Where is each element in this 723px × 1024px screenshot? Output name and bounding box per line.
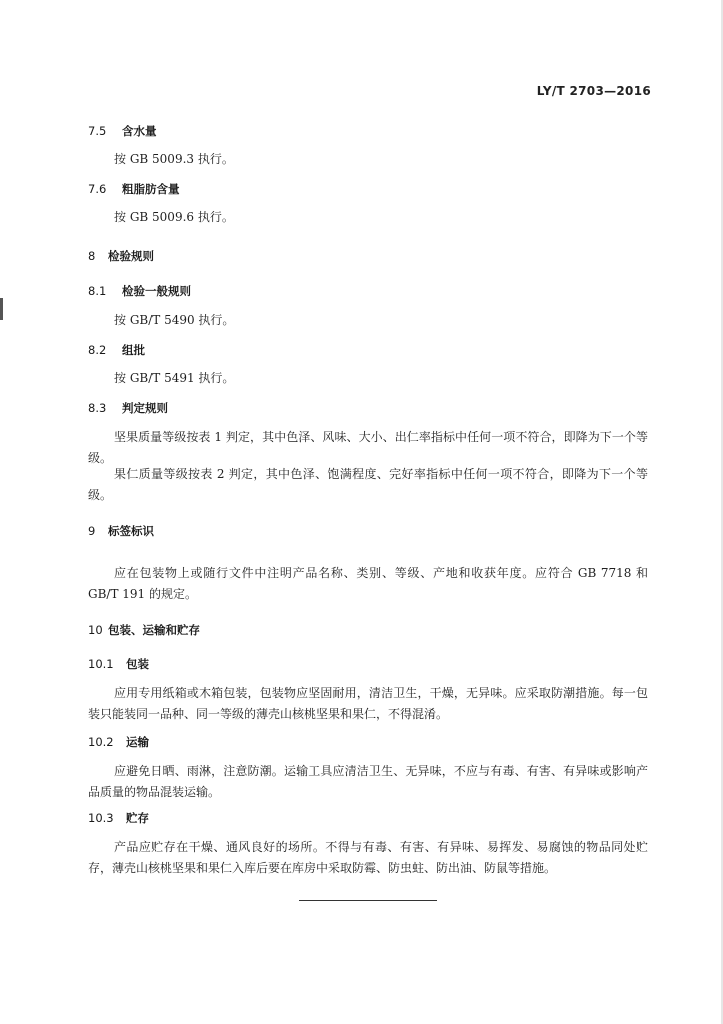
section-title: 粗脂肪含量	[122, 182, 180, 196]
section-text-10-2: 应避免日晒、雨淋，注意防潮。运输工具应清洁卫生、无异味，不应与有毒、有害、有异味或影响产品质量的物品混装运输。	[88, 764, 648, 799]
section-text-8-2: 按 GB/T 5491 执行。	[114, 371, 235, 385]
section-number: 8.3	[88, 401, 107, 415]
section-text-8-3-para-2: 果仁质量等级按表 2 判定，其中色泽、饱满程度、完好率指标中任何一项不符合，即降为下一个等级。	[88, 467, 648, 502]
section-text-8-1: 按 GB/T 5490 执行。	[114, 313, 235, 327]
section-title: 贮存	[126, 811, 149, 825]
section-title: 运输	[126, 735, 149, 749]
section-heading-8-2	[88, 342, 145, 358]
section-text-10-1: 应用专用纸箱或木箱包装，包装物应坚固耐用，清洁卫生，干燥，无异味。应采取防潮措施。每一包装只能装同一品种、同一等级的薄壳山核桃坚果和果仁，不得混淆。	[88, 686, 648, 721]
section-number: 8	[88, 249, 96, 263]
section-text-7-5: 按 GB 5009.3 执行。	[114, 152, 234, 166]
scan-edge-mark	[0, 298, 3, 320]
section-title: 检验一般规则	[122, 284, 191, 298]
section-number: 7.6	[88, 182, 107, 196]
section-title: 组批	[122, 343, 145, 357]
section-number: 10	[88, 623, 103, 637]
section-text-8-3-para-1: 坚果质量等级按表 1 判定，其中色泽、风味、大小、出仁率指标中任何一项不符合，即降为下一个等级。	[88, 430, 648, 465]
section-text-7-6: 按 GB 5009.6 执行。	[114, 210, 234, 224]
section-title: 包装	[126, 657, 149, 671]
section-heading-10	[88, 622, 200, 638]
section-heading-7-6	[88, 181, 180, 197]
section-number: 10.3	[88, 811, 114, 825]
section-number: 8.2	[88, 343, 107, 357]
section-heading-8-1	[88, 283, 191, 299]
section-title: 包装、运输和贮存	[108, 623, 200, 637]
section-heading-9	[88, 523, 154, 539]
end-of-document-rule	[299, 900, 437, 901]
section-heading-8-3	[88, 400, 168, 416]
section-heading-10-1	[88, 656, 149, 672]
section-number: 10.1	[88, 657, 114, 671]
section-title: 检验规则	[108, 249, 154, 263]
section-text-9: 应在包装物上或随行文件中注明产品名称、类别、等级、产地和收获年度。应符合 GB 7718 和 GB/T 191 的规定。	[88, 566, 648, 601]
section-heading-7-5	[88, 123, 157, 139]
section-number: 10.2	[88, 735, 114, 749]
section-number: 8.1	[88, 284, 107, 298]
section-number: 7.5	[88, 124, 107, 138]
section-title: 判定规则	[122, 401, 168, 415]
standard-code: LY/T 2703—2016	[536, 84, 651, 98]
section-number: 9	[88, 524, 96, 538]
section-heading-10-3	[88, 810, 149, 826]
section-heading-8	[88, 248, 154, 264]
section-heading-10-2	[88, 734, 149, 750]
section-title: 标签标识	[108, 524, 154, 538]
section-text-10-3: 产品应贮存在干燥、通风良好的场所。不得与有毒、有害、有异味、易挥发、易腐蚀的物品同处贮存，薄壳山核桃坚果和果仁入库后要在库房中采取防霉、防虫蛀、防出油、防鼠等措施。	[88, 840, 648, 875]
section-title: 含水量	[122, 124, 157, 138]
